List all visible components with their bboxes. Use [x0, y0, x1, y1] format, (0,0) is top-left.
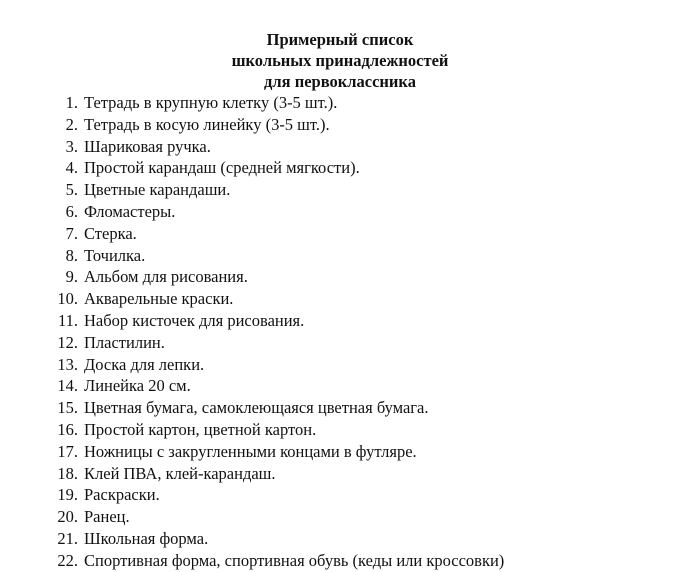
list-item-text: Стерка. — [84, 223, 137, 243]
list-item-number: 20. — [57, 507, 78, 527]
list-item — [0, 550, 674, 572]
list-item-number: 18. — [57, 463, 78, 483]
list-item-text: Шариковая ручка. — [84, 136, 211, 156]
list-item-number: 9. — [65, 267, 78, 287]
list-item — [0, 419, 674, 441]
list-item — [0, 136, 674, 158]
list-item-number: 21. — [57, 528, 78, 548]
list-item-text: Акварельные краски. — [84, 289, 234, 309]
list-item-text: Фломастеры. — [84, 201, 176, 221]
list-item — [0, 179, 674, 201]
list-item-number: 2. — [65, 114, 78, 134]
list-item-text: Пластилин. — [84, 332, 165, 352]
list-item-text: Ранец. — [84, 507, 130, 527]
title-line-2: школьных принадлежностей — [231, 51, 449, 70]
list-item-number: 12. — [57, 332, 78, 352]
list-item-number: 7. — [65, 223, 78, 243]
list-item-number: 10. — [57, 289, 78, 309]
list-item-number: 22. — [57, 550, 78, 570]
list-item-text: Школьная форма. — [84, 528, 209, 548]
title-line-1: Примерный список — [266, 30, 414, 49]
list-item-text: Доска для лепки. — [84, 354, 205, 374]
list-item-text: Ножницы с закругленными концами в футляре. — [84, 441, 417, 461]
list-item — [0, 201, 674, 223]
list-item-number: 16. — [57, 419, 78, 439]
list-item — [0, 528, 674, 550]
list-item-text: Цветная бумага, самоклеющаяся цветная бумага. — [84, 398, 429, 418]
list-item — [0, 484, 674, 506]
list-item-text: Простой карандаш (средней мягкости). — [84, 158, 360, 178]
list-item-text: Тетрадь в крупную клетку (3-5 шт.). — [84, 93, 338, 112]
list-item — [0, 245, 674, 267]
list-item-number: 3. — [65, 136, 78, 156]
list-item — [0, 223, 674, 245]
list-item-text: Тетрадь в косую линейку (3-5 шт.). — [84, 114, 330, 134]
list-item-number: 13. — [57, 354, 78, 374]
list-item — [0, 375, 674, 397]
list-item — [0, 332, 674, 354]
list-item — [0, 397, 674, 419]
list-item — [0, 266, 674, 288]
list-item-text: Набор кисточек для рисования. — [84, 310, 305, 330]
list-item-text: Цветные карандаши. — [84, 180, 231, 200]
list-item-text: Клей ПВА, клей-карандаш. — [84, 463, 276, 483]
list-item — [0, 288, 674, 310]
list-item-text: Альбом для рисования. — [84, 267, 248, 287]
list-item-number: 5. — [65, 180, 78, 200]
list-item — [0, 114, 674, 136]
list-item — [0, 92, 674, 114]
list-item-text: Простой картон, цветной картон. — [84, 419, 317, 439]
list-item — [0, 441, 674, 463]
list-item — [0, 157, 674, 179]
list-item-number: 8. — [65, 245, 78, 265]
list-item — [0, 506, 674, 528]
list-item-number: 14. — [57, 376, 78, 396]
list-item — [0, 463, 674, 485]
list-item-number: 17. — [57, 441, 78, 461]
supply-list — [0, 92, 674, 572]
list-item-text: Линейка 20 см. — [84, 376, 191, 396]
list-item-number: 6. — [65, 201, 78, 221]
list-item-text: Спортивная форма, спортивная обувь (кеды или кроссовки) — [84, 550, 505, 570]
list-item — [0, 354, 674, 376]
list-item-number: 1. — [65, 93, 78, 112]
list-item-text: Точилка. — [84, 245, 146, 265]
list-item-number: 19. — [57, 485, 78, 505]
list-item — [0, 310, 674, 332]
list-item-text: Раскраски. — [84, 485, 160, 505]
list-item-number: 4. — [65, 158, 78, 178]
list-item-number: 11. — [57, 310, 78, 330]
document-title — [0, 29, 674, 92]
title-line-3: для первоклассника — [264, 72, 416, 91]
list-item-number: 15. — [57, 398, 78, 418]
